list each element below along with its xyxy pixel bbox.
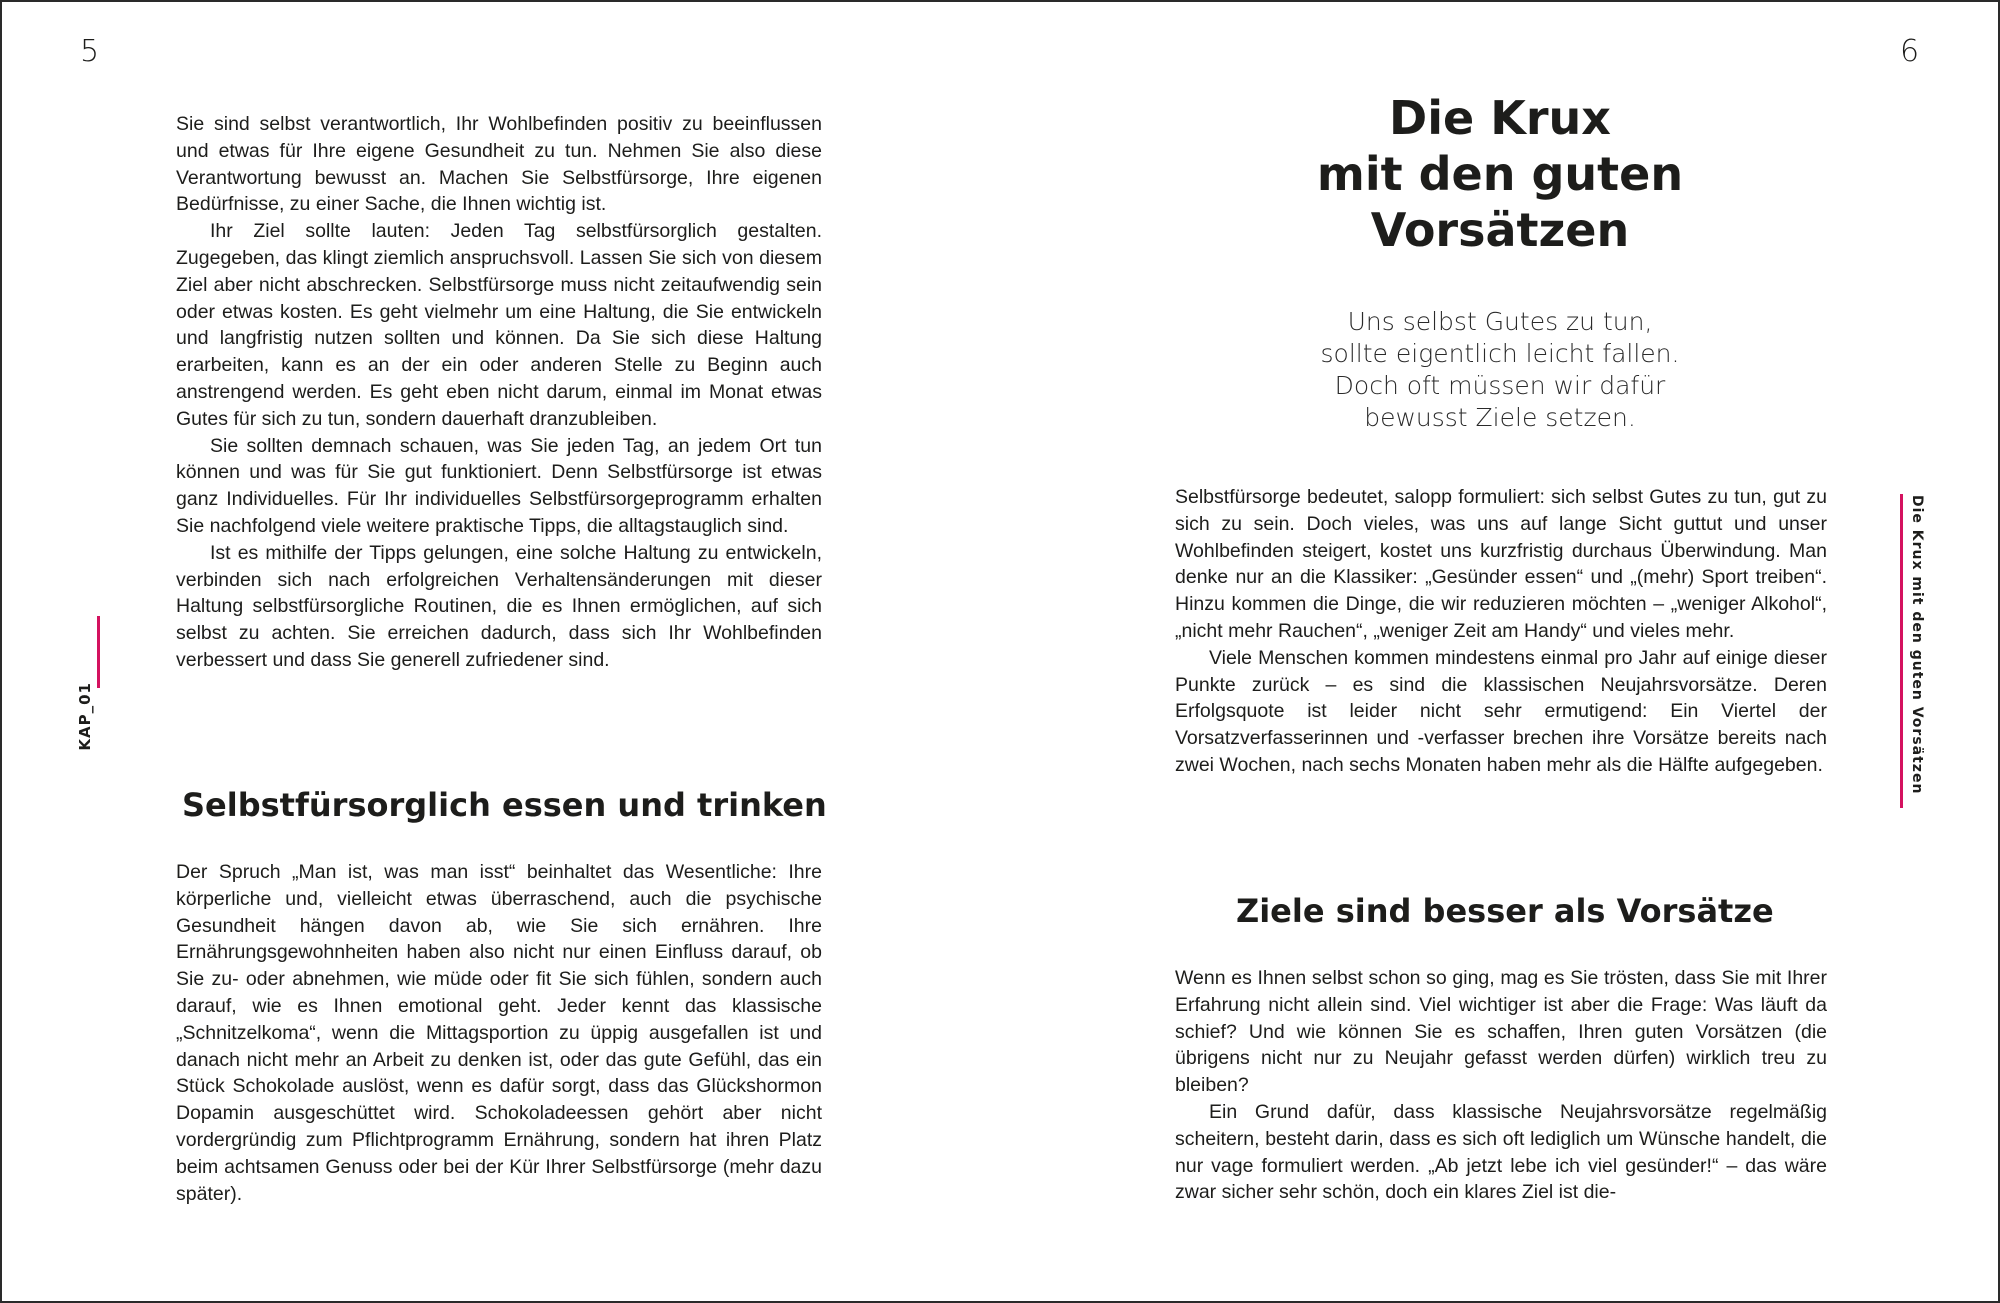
chapter-title [1220,90,1780,258]
chapter-title-line: mit den guten [1316,147,1684,201]
right-body-top [1175,484,1827,779]
paragraph: Sie sollten demnach schauen, was Sie jeden Tag, an jedem Ort tun können und was für Sie gut funktioniert. Denn Selbstfürsorge ist etwas ganz Individuelles. Für Ihr individuelles Selbstfürsorgeprogramm erhalten Sie nachfolgend viele weitere praktische Tipps, die alltagstauglich sind. [176,434,822,537]
paragraph: Sie sind selbst verantwortlich, Ihr Wohlbefinden positiv zu beeinflussen und etwas für Ihre eigene Gesundheit zu tun. Nehmen Sie also diese Verantwortung bewusst an. Machen Sie Selbstfürsorge, Ihre eigenen Bedürfnisse, zu einer Sache, die Ihnen wichtig ist. [176,113,822,216]
running-title-text: Die Krux mit den guten Vorsätzen [1909,495,1925,795]
paragraph: Wenn es Ihnen selbst schon so ging, mag es Sie trösten, dass Sie mit Ihrer Erfahrung nicht allein sind. Viel wichtiger ist aber die Frage: Was läuft da schief? Und wie können Sie es schaffen, Ihren guten Vorsätzen (die übrigens nicht nur zu Neujahr gefasst werden dürfen) wirklich treu zu bleiben? [1175,967,1827,1097]
running-title [1906,495,1928,807]
paragraph: Viele Menschen kommen mindestens einmal pro Jahr auf einige dieser Punkte zurück – es sind die klassischen Neujahrsvorsätze. Deren Erfolgsquote ist leider nicht sehr ermutigend: Ein Viertel der Vorsatzverfasserinnen und -verfasser brechen ihre Vorsätze bereits nach zwei Wochen, nach sechs Monaten haben mehr als die Hälfte aufgegeben. [1175,646,1827,776]
chapter-label [74,682,102,764]
chapter-lead [1220,306,1780,434]
chapter-title-line: Die Krux [1389,91,1611,145]
paragraph: Der Spruch „Man ist, was man isst“ beinhaltet das Wesentliche: Ihre körperliche und, vielleicht etwas überraschend, auch die psychische Gesundheit hängen davon ab, wie Sie sich ernähren. Ihre Ernährungsgewohnheiten haben also nicht nur einen Einfluss darauf, ob Sie zu- oder abnehmen, wie müde oder fit Sie sich fühlen, sondern auch darauf, wie es Ihnen emotional geht. Jeder kennt das klassische „Schnitzelkoma“, wenn die Mittagsportion zu üppig ausgefallen ist und danach nicht mehr an Arbeit zu denken ist, oder das gute Gefühl, das ein Stück Schokolade auslöst, wenn es dafür sorgt, dass das Glückshormon Dopamin ausgeschüttet wird. Schokoladeessen gehört aber nicht vordergründig zum Pflichtprogramm Ernährung, sondern hat ihren Platz beim achtsamen Genuss oder bei der Kür Ihrer Selbstfürsorge (mehr dazu später). [176,861,822,1205]
paragraph: Ein Grund dafür, dass klassische Neujahrsvorsätze regelmäßig scheitern, besteht darin, dass es sich oft lediglich um Wünsche handelt, die nur vage formuliert werden. „Ab jetzt lebe ich viel gesünder!“ – das wäre zwar sicher sehr schön, doch ein klares Ziel ist die- [1175,1100,1827,1204]
page-number-right: 6 [1900,34,1920,69]
paragraph: Selbstfürsorge bedeutet, salopp formuliert: sich selbst Gutes zu tun, gut zu sich zu sein. Doch vieles, was uns auf lange Sicht guttut und unser Wohlbefinden steigert, kostet uns kurzfristig durchaus Überwindung. Man denke nur an die Klassiker: „Gesünder essen“ und „(mehr) Sport treiben“. Hinzu kommen die Dinge, die wir reduzieren möchten – „weniger Alkohol“, „nicht mehr Rauchen“, „weniger Zeit am Handy“ und vieles mehr. [1175,486,1827,642]
left-body-top [176,111,822,674]
chapter-title-line: Vorsätzen [1370,203,1630,257]
chapter-accent-bar [97,616,100,688]
page-number-left: 5 [80,34,100,69]
left-body-bottom [176,859,822,1207]
right-body-bottom [1175,965,1827,1206]
section-heading-left: Selbstfürsorglich essen und trinken [182,786,827,824]
chapter-label-text: KAP_01 [76,682,94,751]
lead-line: bewusst Ziele setzen. [1364,403,1636,432]
lead-line: Uns selbst Gutes zu tun, [1347,307,1653,336]
lead-line: sollte eigentlich leicht fallen. [1320,339,1680,368]
running-title-accent-bar [1900,494,1903,808]
section-heading-right: Ziele sind besser als Vorsätze [1236,892,1774,930]
lead-line: Doch oft müssen wir dafür [1334,371,1666,400]
paragraph: Ihr Ziel sollte lauten: Jeden Tag selbstfürsorglich gestalten. Zugegeben, das klingt ziemlich anspruchsvoll. Lassen Sie sich von diesem Ziel aber nicht abschrecken. Selbstfürsorge muss nicht zeitaufwendig sein oder etwas kosten. Es geht vielmehr um eine Haltung, die Sie entwickeln und langfristig nutzen sollten und können. Da Sie sich diese Haltung erarbeiten, kann es an der ein oder anderen Stelle zu Beginn auch anstrengend werden. Es geht eben nicht darum, einmal im Monat etwas Gutes für sich zu tun, sondern dauerhaft dranzubleiben. [176,220,822,430]
paragraph: Ist es mithilfe der Tipps gelungen, eine solche Haltung zu entwickeln, verbinden sich nach erfolgreichen Verhaltensänderungen mit dieser Haltung selbstfürsorgliche Routinen, die es Ihnen ermöglichen, auf sich selbst zu achten. Sie erreichen dadurch, dass sich Ihr Wohlbefinden verbessert und dass Sie generell zufriedener sind. [176,541,822,671]
